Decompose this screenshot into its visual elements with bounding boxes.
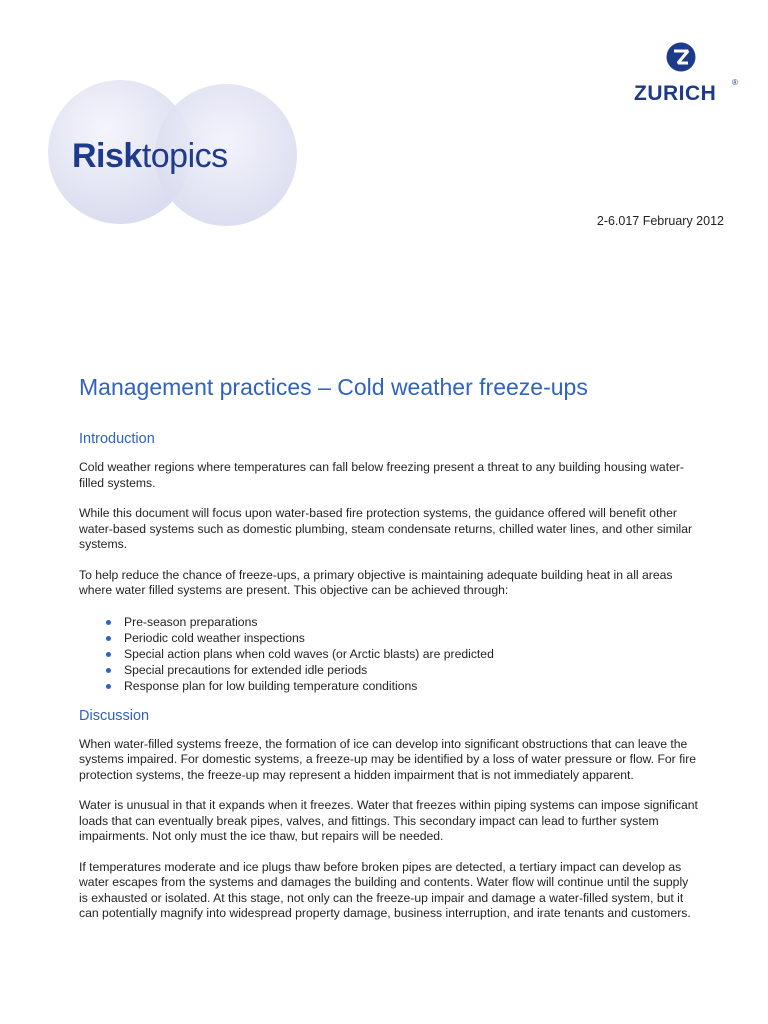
- registered-mark: ®: [732, 78, 738, 87]
- bullet-icon: [106, 668, 111, 673]
- risktopics-brand: [72, 136, 228, 176]
- zurich-wordmark: ZURICH: [634, 82, 717, 105]
- zurich-z-icon: [666, 42, 696, 72]
- bullet-icon: [106, 636, 111, 641]
- intro-paragraph: To help reduce the chance of freeze-ups, a primary objective is maintaining adequate building heat in all areas where water filled systems are present. This objective can be achieved through:: [79, 567, 673, 597]
- discussion-heading: Discussion: [79, 707, 150, 724]
- list-item-text: Special precautions for extended idle periods: [124, 662, 368, 677]
- brand-bold-text: Risk: [72, 137, 142, 175]
- document-reference: 2-6.017 February 2012: [596, 214, 724, 228]
- discussion-paragraph: Water is unusual in that it expands when it freezes. Water that freezes within piping systems can impose significant loads that can eventually break pipes, valves, and fittings. This secondary impact can lead to further system impairments. Not only must the ice thaw, but repairs will be needed.: [79, 798, 698, 843]
- list-item-text: Pre-season preparations: [124, 614, 258, 629]
- zurich-logo: [630, 40, 740, 112]
- list-item-text: Response plan for low building temperature conditions: [124, 678, 418, 693]
- list-item: [79, 614, 699, 630]
- bullet-icon: [106, 684, 111, 689]
- list-item-text: Special action plans when cold waves (or Arctic blasts) are predicted: [124, 646, 494, 661]
- objective-list: [79, 614, 699, 694]
- bullet-icon: [106, 652, 111, 657]
- discussion-paragraph: If temperatures moderate and ice plugs thaw before broken pipes are detected, a tertiary impact can develop as water escapes from the systems and damages the building and contents. Water flow will continue until the supply is exhausted or isolated. At this stage, not only can the freeze-up impair and damage a water-filled system, but it can potentially magnify into widespread property damage, business interruption, and irate tenants and customers.: [79, 859, 691, 920]
- header-circles-graphic: [0, 0, 768, 240]
- list-item: [79, 678, 699, 694]
- bullet-icon: [106, 620, 111, 625]
- list-item: [79, 630, 699, 646]
- page-title: Management practices – Cold weather freeze-ups: [79, 374, 588, 400]
- discussion-paragraph: When water-filled systems freeze, the formation of ice can develop into significant obstructions that can leave the systems impaired. For domestic systems, a freeze-up may be identified by a loss of water pressure or flow. For fire protection systems, the freeze-up may represent a hidden impairment that is not immediately apparent.: [79, 736, 697, 782]
- introduction-heading: Introduction: [79, 431, 155, 447]
- intro-paragraph: Cold weather regions where temperatures can fall below freezing present a threat to any building housing water-filled systems.: [79, 460, 684, 490]
- list-item: [79, 662, 699, 678]
- list-item: [79, 646, 699, 662]
- document-body: [79, 430, 699, 937]
- brand-light-text: topics: [141, 137, 228, 175]
- intro-paragraph: While this document will focus upon water-based fire protection systems, the guidance offered will benefit other water-based systems such as domestic plumbing, steam condensate returns, chilled water lines, and other similar systems.: [79, 506, 693, 551]
- list-item-text: Periodic cold weather inspections: [124, 630, 305, 645]
